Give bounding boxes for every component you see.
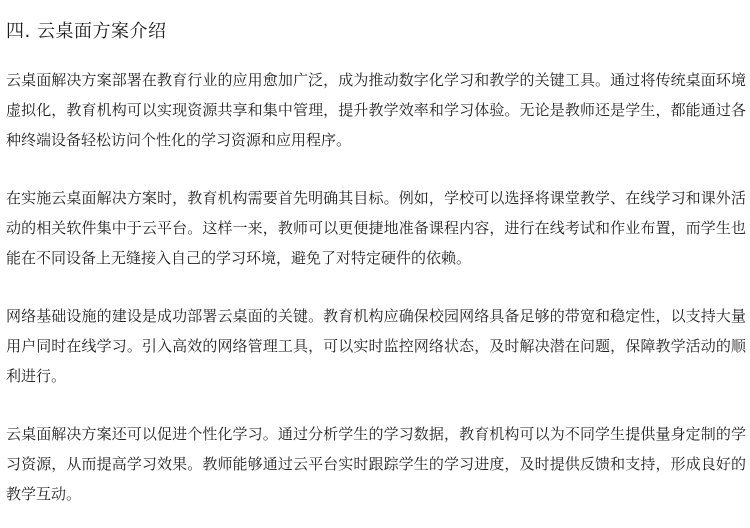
- paragraph-personalized-learning: 云桌面解决方案还可以促进个性化学习。通过分析学生的学习数据，教育机构可以为不同学生提供量身定制的学习资源，从而提高学习效果。教师能够通过云平台实时跟踪学生的学习进度，及时提供反馈和支持，形成良好的教学互动。: [6, 425, 746, 503]
- paragraph-intro: 云桌面解决方案部署在教育行业的应用愈加广泛，成为推动数字化学习和教学的关键工具。通过将传统桌面环境虚拟化，教育机构可以实现资源共享和集中管理，提升教学效率和学习体验。无论是教师还是学生，都能通过各种终端设备轻松访问个性化的学习资源和应用程序。: [6, 71, 746, 149]
- paragraph-network: 网络基础设施的建设是成功部署云桌面的关键。教育机构应确保校园网络具备足够的带宽和稳定性，以支持大量用户同时在线学习。引入高效的网络管理工具，可以实时监控网络状态，及时解决潜在问题，保障教学活动的顺利进行。: [6, 307, 746, 385]
- paragraph-implementation: 在实施云桌面解决方案时，教育机构需要首先明确其目标。例如，学校可以选择将课堂教学、在线学习和课外活动的相关软件集中于云平台。这样一来，教师可以更便捷地准备课程内容，进行在线考试和作业布置，而学生也能在不同设备上无缝接入自己的学习环境，避免了对特定硬件的依赖。: [6, 189, 746, 267]
- section-heading: 四. 云桌面方案介绍: [6, 21, 167, 42]
